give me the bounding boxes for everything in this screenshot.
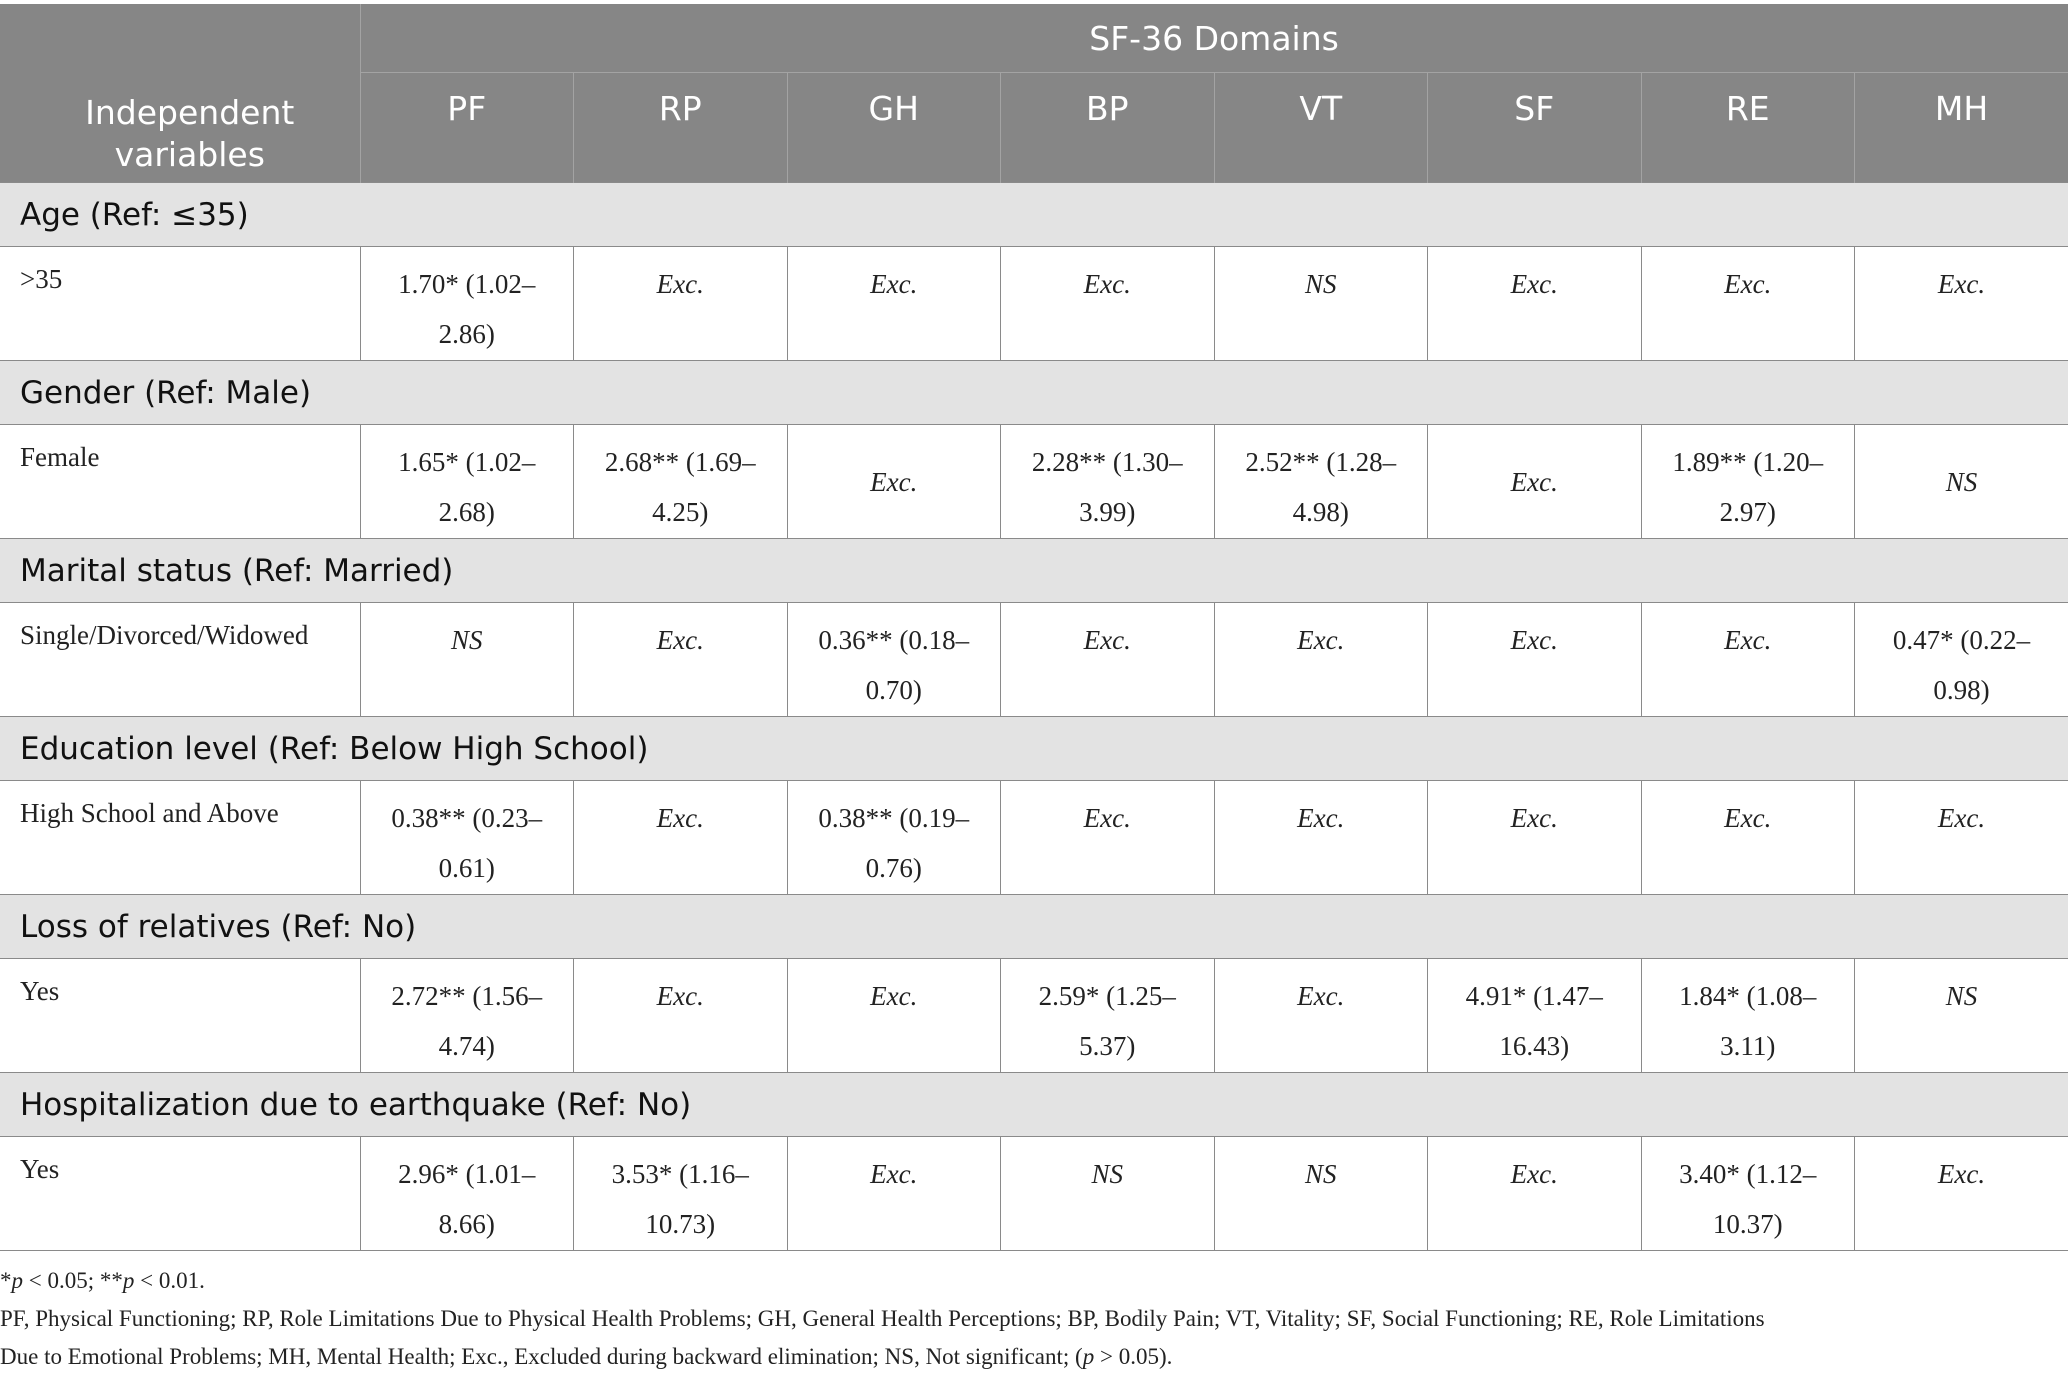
table-cell	[1001, 247, 1215, 361]
cell-value: 1.89** (1.20–	[1672, 447, 1823, 477]
cell-value: Exc.	[1511, 269, 1558, 299]
cell-value-continued: 2.97)	[1720, 497, 1776, 527]
row-label: Female	[0, 425, 360, 539]
table-body	[0, 183, 2068, 1251]
table-cell	[1214, 959, 1428, 1073]
cell-value: NS	[1305, 269, 1337, 299]
table-cell	[1855, 425, 2068, 539]
domain-header-rp: RP	[574, 73, 788, 183]
domain-header-vt: VT	[1214, 73, 1428, 183]
regression-table	[0, 4, 2068, 1251]
table-cell	[1214, 781, 1428, 895]
table-cell	[574, 781, 788, 895]
group-label: Education level (Ref: Below High School)	[0, 717, 2068, 781]
cell-value: 2.52** (1.28–	[1245, 447, 1396, 477]
cell-value: Exc.	[657, 625, 704, 655]
cell-value: Exc.	[1724, 625, 1771, 655]
group-row	[0, 361, 2068, 425]
domain-header-gh: GH	[787, 73, 1001, 183]
cell-value: 2.72** (1.56–	[391, 981, 542, 1011]
table-cell	[787, 781, 1001, 895]
domain-header-sf: SF	[1428, 73, 1642, 183]
cell-value: Exc.	[1938, 1159, 1985, 1189]
cell-value: 3.40* (1.12–	[1679, 1159, 1816, 1189]
cell-value: 0.47* (0.22–	[1893, 625, 2030, 655]
cell-value: 2.96* (1.01–	[398, 1159, 535, 1189]
table-cell	[360, 781, 574, 895]
cell-value: 2.59* (1.25–	[1039, 981, 1176, 1011]
table-cell	[574, 603, 788, 717]
table-cell	[787, 1137, 1001, 1251]
footnotes	[0, 1262, 2060, 1376]
sf36-domains-header: SF-36 Domains	[360, 4, 2068, 73]
cell-value-continued: 10.73)	[645, 1209, 715, 1239]
table-row	[0, 425, 2068, 539]
cell-value-continued: 5.37)	[1079, 1031, 1135, 1061]
table-cell	[1641, 247, 1855, 361]
table-cell	[574, 1137, 788, 1251]
cell-value-continued: 3.11)	[1720, 1031, 1775, 1061]
table-row	[0, 959, 2068, 1073]
group-row	[0, 539, 2068, 603]
table-cell	[360, 603, 574, 717]
table-cell	[1641, 1137, 1855, 1251]
cell-value: NS	[1091, 1159, 1123, 1189]
table-cell	[1641, 425, 1855, 539]
group-label: Hospitalization due to earthquake (Ref: No)	[0, 1073, 2068, 1137]
cell-value: Exc.	[1511, 467, 1558, 497]
cell-value-continued: 8.66)	[439, 1209, 495, 1239]
cell-value: Exc.	[1297, 803, 1344, 833]
cell-value: Exc.	[1084, 625, 1131, 655]
domain-header-re: RE	[1641, 73, 1855, 183]
table-cell	[787, 425, 1001, 539]
group-row	[0, 183, 2068, 247]
table-cell	[360, 959, 574, 1073]
table-cell	[574, 959, 788, 1073]
cell-value: Exc.	[870, 467, 917, 497]
row-label: >35	[0, 247, 360, 361]
table-cell	[1428, 247, 1642, 361]
table-cell	[1214, 247, 1428, 361]
cell-value: Exc.	[1938, 803, 1985, 833]
group-row	[0, 1073, 2068, 1137]
table-cell	[1001, 781, 1215, 895]
table-cell	[1428, 603, 1642, 717]
header-line-1: Independent	[85, 93, 294, 132]
cell-value-continued: 0.76)	[866, 853, 922, 883]
cell-value: Exc.	[1297, 625, 1344, 655]
table-cell	[1428, 425, 1642, 539]
table-cell	[1641, 959, 1855, 1073]
cell-value: Exc.	[870, 269, 917, 299]
group-label: Age (Ref: ≤35)	[0, 183, 2068, 247]
cell-value-continued: 4.74)	[439, 1031, 495, 1061]
cell-value: NS	[1946, 981, 1978, 1011]
group-label: Loss of relatives (Ref: No)	[0, 895, 2068, 959]
cell-value: Exc.	[1297, 981, 1344, 1011]
cell-value: Exc.	[657, 269, 704, 299]
cell-value-continued: 4.98)	[1293, 497, 1349, 527]
table-cell	[1641, 781, 1855, 895]
table-row	[0, 247, 2068, 361]
table-cell	[1855, 603, 2068, 717]
cell-value: Exc.	[1084, 269, 1131, 299]
table-cell	[1214, 603, 1428, 717]
table-cell	[1001, 425, 1215, 539]
cell-value: Exc.	[1938, 269, 1985, 299]
group-row	[0, 717, 2068, 781]
cell-value-continued: 0.70)	[866, 675, 922, 705]
row-label: Yes	[0, 959, 360, 1073]
cell-value: Exc.	[1511, 803, 1558, 833]
cell-value: NS	[1946, 467, 1978, 497]
cell-value: 0.38** (0.23–	[391, 803, 542, 833]
abbreviations-note-line-2: Due to Emotional Problems; MH, Mental Health; Exc., Excluded during backward elimination; NS, Not significant; (p > 0.05).	[0, 1338, 2060, 1376]
row-label: High School and Above	[0, 781, 360, 895]
cell-value: Exc.	[657, 803, 704, 833]
cell-value-continued: 16.43)	[1499, 1031, 1569, 1061]
table-cell	[360, 1137, 574, 1251]
cell-value-continued: 0.61)	[439, 853, 495, 883]
independent-variables-header	[0, 4, 360, 183]
cell-value: 1.65* (1.02–	[398, 447, 535, 477]
cell-value: NS	[451, 625, 483, 655]
table-cell	[787, 959, 1001, 1073]
table-cell	[787, 247, 1001, 361]
significance-note: *p < 0.05; **p < 0.01.	[0, 1262, 2060, 1300]
cell-value: Exc.	[870, 981, 917, 1011]
table-cell	[1001, 603, 1215, 717]
cell-value: Exc.	[1724, 803, 1771, 833]
group-label: Marital status (Ref: Married)	[0, 539, 2068, 603]
table-cell	[1428, 959, 1642, 1073]
row-label: Yes	[0, 1137, 360, 1251]
table-row	[0, 781, 2068, 895]
cell-value-continued: 2.86)	[439, 319, 495, 349]
cell-value-continued: 3.99)	[1079, 497, 1135, 527]
table-cell	[360, 247, 574, 361]
table-cell	[574, 247, 788, 361]
cell-value: 4.91* (1.47–	[1466, 981, 1603, 1011]
table-cell	[1428, 1137, 1642, 1251]
cell-value: 2.68** (1.69–	[605, 447, 756, 477]
table-cell	[1641, 603, 1855, 717]
table-cell	[1214, 425, 1428, 539]
table-cell	[1855, 959, 2068, 1073]
cell-value: 0.36** (0.18–	[818, 625, 969, 655]
row-label: Single/Divorced/Widowed	[0, 603, 360, 717]
domain-header-mh: MH	[1855, 73, 2068, 183]
cell-value: Exc.	[657, 981, 704, 1011]
table-cell	[360, 425, 574, 539]
cell-value: 1.70* (1.02–	[398, 269, 535, 299]
domain-header-bp: BP	[1001, 73, 1215, 183]
table-cell	[787, 603, 1001, 717]
table-cell	[1001, 1137, 1215, 1251]
cell-value: Exc.	[1084, 803, 1131, 833]
cell-value: Exc.	[1511, 1159, 1558, 1189]
table-header	[0, 4, 2068, 183]
cell-value: Exc.	[1511, 625, 1558, 655]
table-cell	[1001, 959, 1215, 1073]
cell-value-continued: 0.98)	[1933, 675, 1989, 705]
table-cell	[1855, 247, 2068, 361]
table-row	[0, 1137, 2068, 1251]
header-line-2: variables	[115, 135, 265, 174]
cell-value-continued: 4.25)	[652, 497, 708, 527]
domain-header-pf: PF	[360, 73, 574, 183]
cell-value: 3.53* (1.16–	[612, 1159, 749, 1189]
cell-value: Exc.	[1724, 269, 1771, 299]
cell-value: NS	[1305, 1159, 1337, 1189]
cell-value: 1.84* (1.08–	[1679, 981, 1816, 1011]
table-cell	[574, 425, 788, 539]
table-cell	[1855, 1137, 2068, 1251]
table-row	[0, 603, 2068, 717]
cell-value-continued: 2.68)	[439, 497, 495, 527]
group-row	[0, 895, 2068, 959]
table-cell	[1214, 1137, 1428, 1251]
cell-value-continued: 10.37)	[1713, 1209, 1783, 1239]
table-cell	[1855, 781, 2068, 895]
abbreviations-note-line-1: PF, Physical Functioning; RP, Role Limitations Due to Physical Health Problems; GH, General Health Perceptions; BP, Bodily Pain; VT, Vitality; SF, Social Functioning; RE, Role Limitations	[0, 1300, 2060, 1338]
cell-value: 2.28** (1.30–	[1032, 447, 1183, 477]
table-cell	[1428, 781, 1642, 895]
cell-value: 0.38** (0.19–	[818, 803, 969, 833]
group-label: Gender (Ref: Male)	[0, 361, 2068, 425]
cell-value: Exc.	[870, 1159, 917, 1189]
